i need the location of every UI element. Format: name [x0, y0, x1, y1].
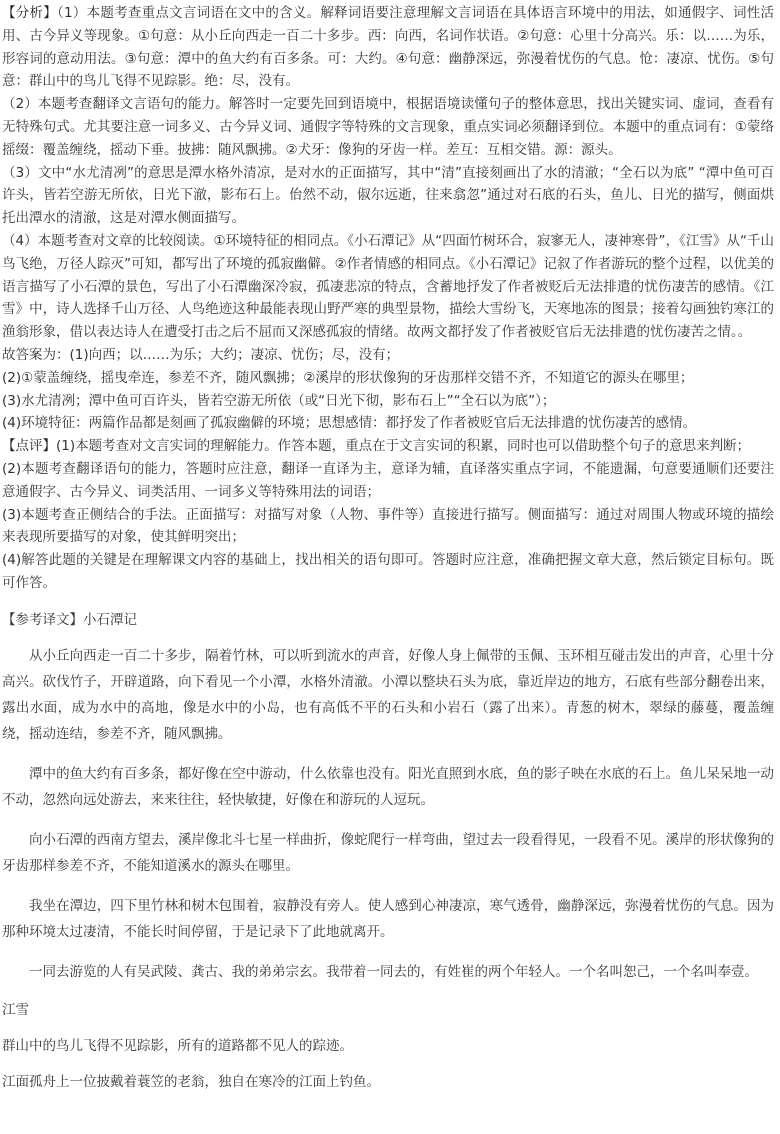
poem-line-2: 江面孤舟上一位披戴着蓑笠的老翁，独自在寒冷的江面上钓鱼。	[2, 1073, 380, 1090]
analysis-text-1: （1）本题考查重点文言词语在文中的含义。解释词语要注意理解文言词语在具体语言环境中的用法，如通假字、词性活用、古今异义等现象。①句意：从小丘向西走一百二十多步。西：向西，名词作状语。②句意：心里十分高兴。乐：以……为乐，形容词的意动用法。③句意：潭中的鱼大约有百多条。可：大约。④句意：幽静深远，弥漫着忧伤的气息。怆：凄凉、忧伤。⑤句意：群山中的鸟儿飞得不见踪影。绝：尽，没有。	[2, 5, 774, 90]
comment-para-2: (2)本题考查翻译语句的能力，答题时应注意，翻译一直译为主，意译为辅，直译落实重点字词，不能遗漏，句意要通顺们还要注意通假字、古今异义、词类活用、一词多义等特殊用法的词语；	[2, 460, 774, 500]
translation-para-1: 从小丘向西走一百二十多步，隔着竹林，可以听到流水的声音，好像人身上佩带的玉佩、玉环相互碰击发出的声音，心里十分高兴。砍伐竹子，开辟道路，向下看见一个小潭，水格外清澈。小潭以整块石头为底，靠近岸边的地方，石底有些部分翻卷出来，露出水面，成为水中的高地，像是水中的小岛，也有高低不平的石头和小岩石（露了出来）。青葱的树木，翠绿的藤蔓，覆盖缠绕，摇动连结，参差不齐，随风飘拂。	[2, 647, 774, 742]
translation-heading	[2, 609, 774, 631]
answer-2: (2)①蒙盖缠绕，摇曳牵连，参差不齐，随风飘拂；②溪岸的形状像狗的牙齿那样交错不齐，不知道它的源头在哪里；	[2, 369, 694, 386]
translation-para-2: 潭中的鱼大约有百多条，都好像在空中游动，什么依靠也没有。阳光直照到水底，鱼的影子映在水底的石上。鱼儿呆呆地一动不动，忽然向远处游去，来来往往，轻快敏捷，好像在和游玩的人逗玩。	[2, 765, 774, 808]
section-gap	[2, 595, 774, 609]
comment-para-1	[2, 435, 774, 458]
comment-para-4: (4)解答此题的关键是在理解课文内容的基础上，找出相关的语句即可。答题时应注意，准确把握文章大意，然后锁定目标句。既可作答。	[2, 552, 774, 591]
analysis-para-2: （2）本题考查翻译文言语句的能力。解答时一定要先回到语境中，根据语境读懂句子的整体意思，找出关键实词、虚词，查看有无特殊句式。尤其要注意一词多义、古今异义词、通假字等特殊的文言现象，重点实词必须翻译到位。本题中的重点词有：①蒙络摇缀：覆盖缠绕，摇动下垂。披拂：随风飘拂。②犬牙：像狗的牙齿一样。差互：互相交错。源：源头。	[2, 96, 774, 158]
comment-section	[2, 435, 774, 595]
comment-label: 【点评】	[2, 438, 56, 455]
answer-3: (3)水尤清冽；潭中鱼可百许头，皆若空游无所依（或“日光下彻，影布石上”“全石以为底”）；	[2, 392, 556, 409]
answer-1: 故答案为：(1)向西；以……为乐；大约；凄凉、忧伤；尽，没有；	[2, 346, 400, 363]
comment-text-1: (1)本题考查对文言实词的理解能力。作答本题，重点在于文言实词的积累，同时也可以借助整个句子的意思来判断；	[56, 438, 751, 455]
translation-para-5: 一同去游览的人有吴武陵、龚古、我的弟弟宗玄。我带着一同去的，有姓崔的两个年轻人。一个名叫恕己，一个名叫奉壹。	[29, 963, 758, 980]
analysis-para-1	[2, 2, 774, 93]
answer-4: (4)环境特征：两篇作品都是刻画了孤寂幽僻的环境；思想感情：都抒发了作者被贬官后无法排遣的忧伤凄苦的感情。	[2, 415, 697, 432]
poem-title: 江雪	[2, 1001, 29, 1018]
poem-line-1: 群山中的鸟儿飞得不见踪影，所有的道路都不见人的踪迹。	[2, 1037, 353, 1054]
translation-para-4: 我坐在潭边，四下里竹林和树木包围着，寂静没有旁人。使人感到心神凄凉，寒气透骨，幽静深远，弥漫着忧伤的气息。因为那种环境太过凄清，不能长时间停留，于是记录下了此地就离开。	[2, 897, 774, 940]
translation-para-3: 向小石潭的西南方望去，溪岸像北斗七星一样曲折，像蛇爬行一样弯曲，望过去一段看得见，一段看不见。溪岸的形状像狗的牙齿那样参差不齐，不能知道溪水的源头在哪里。	[2, 831, 774, 874]
analysis-section	[2, 2, 774, 435]
translation-label: 【参考译文】	[2, 611, 83, 628]
translation-section	[2, 609, 774, 985]
analysis-para-3: （3）文中“水尤清冽”的意思是潭水格外清凉，是对水的正面描写，其中“清”直接刻画出了水的清澈；“全石以为底” “潭中鱼可百许头，皆若空游无所依，日光下澈，影布石上。佁然不动，俶尔远逝，往来翕忽”通过对石底的石头，鱼儿、日光的描写，侧面烘托出潭水的清澈，这是对潭水侧面描写。	[2, 164, 774, 227]
analysis-label: 【分析】	[2, 5, 58, 21]
translation-title: 小石潭记	[83, 611, 137, 628]
poem-section	[2, 999, 774, 1093]
analysis-para-4: （4）本题考查对文章的比较阅读。①环境特征的相同点。《小石潭记》从“四面竹树环合，寂寥无人，凄神寒骨”，《江雪》从“千山鸟飞绝，万径人踪灭”可知，都写出了环境的孤寂幽僻。②作者情感的相同点。《小石潭记》记叙了作者游玩的整个过程，以优美的语言描写了小石潭的景色，写出了小石潭幽深冷寂，孤凄悲凉的特点，含蓄地抒发了作者被贬后无法排遣的忧伤凄苦的感情。《江雪》中，诗人选择千山万径、人鸟绝迹这种最能表现山野严寒的典型景物，描绘大雪纷飞，天寒地冻的图景；接着勾画独钓寒江的渔翁形象，借以表达诗人在遭受打击之后不屈而又深感孤寂的情绪。故两文都抒发了作者被贬官后无法排遣的忧伤凄苦之情。。	[2, 232, 774, 341]
comment-para-3: (3)本题考查正侧结合的手法。正面描写：对描写对象（人物、事件等）直接进行描写。侧面描写：通过对周围人物或环境的描绘来表现所要描写的对象，使其鲜明突出；	[2, 506, 774, 546]
